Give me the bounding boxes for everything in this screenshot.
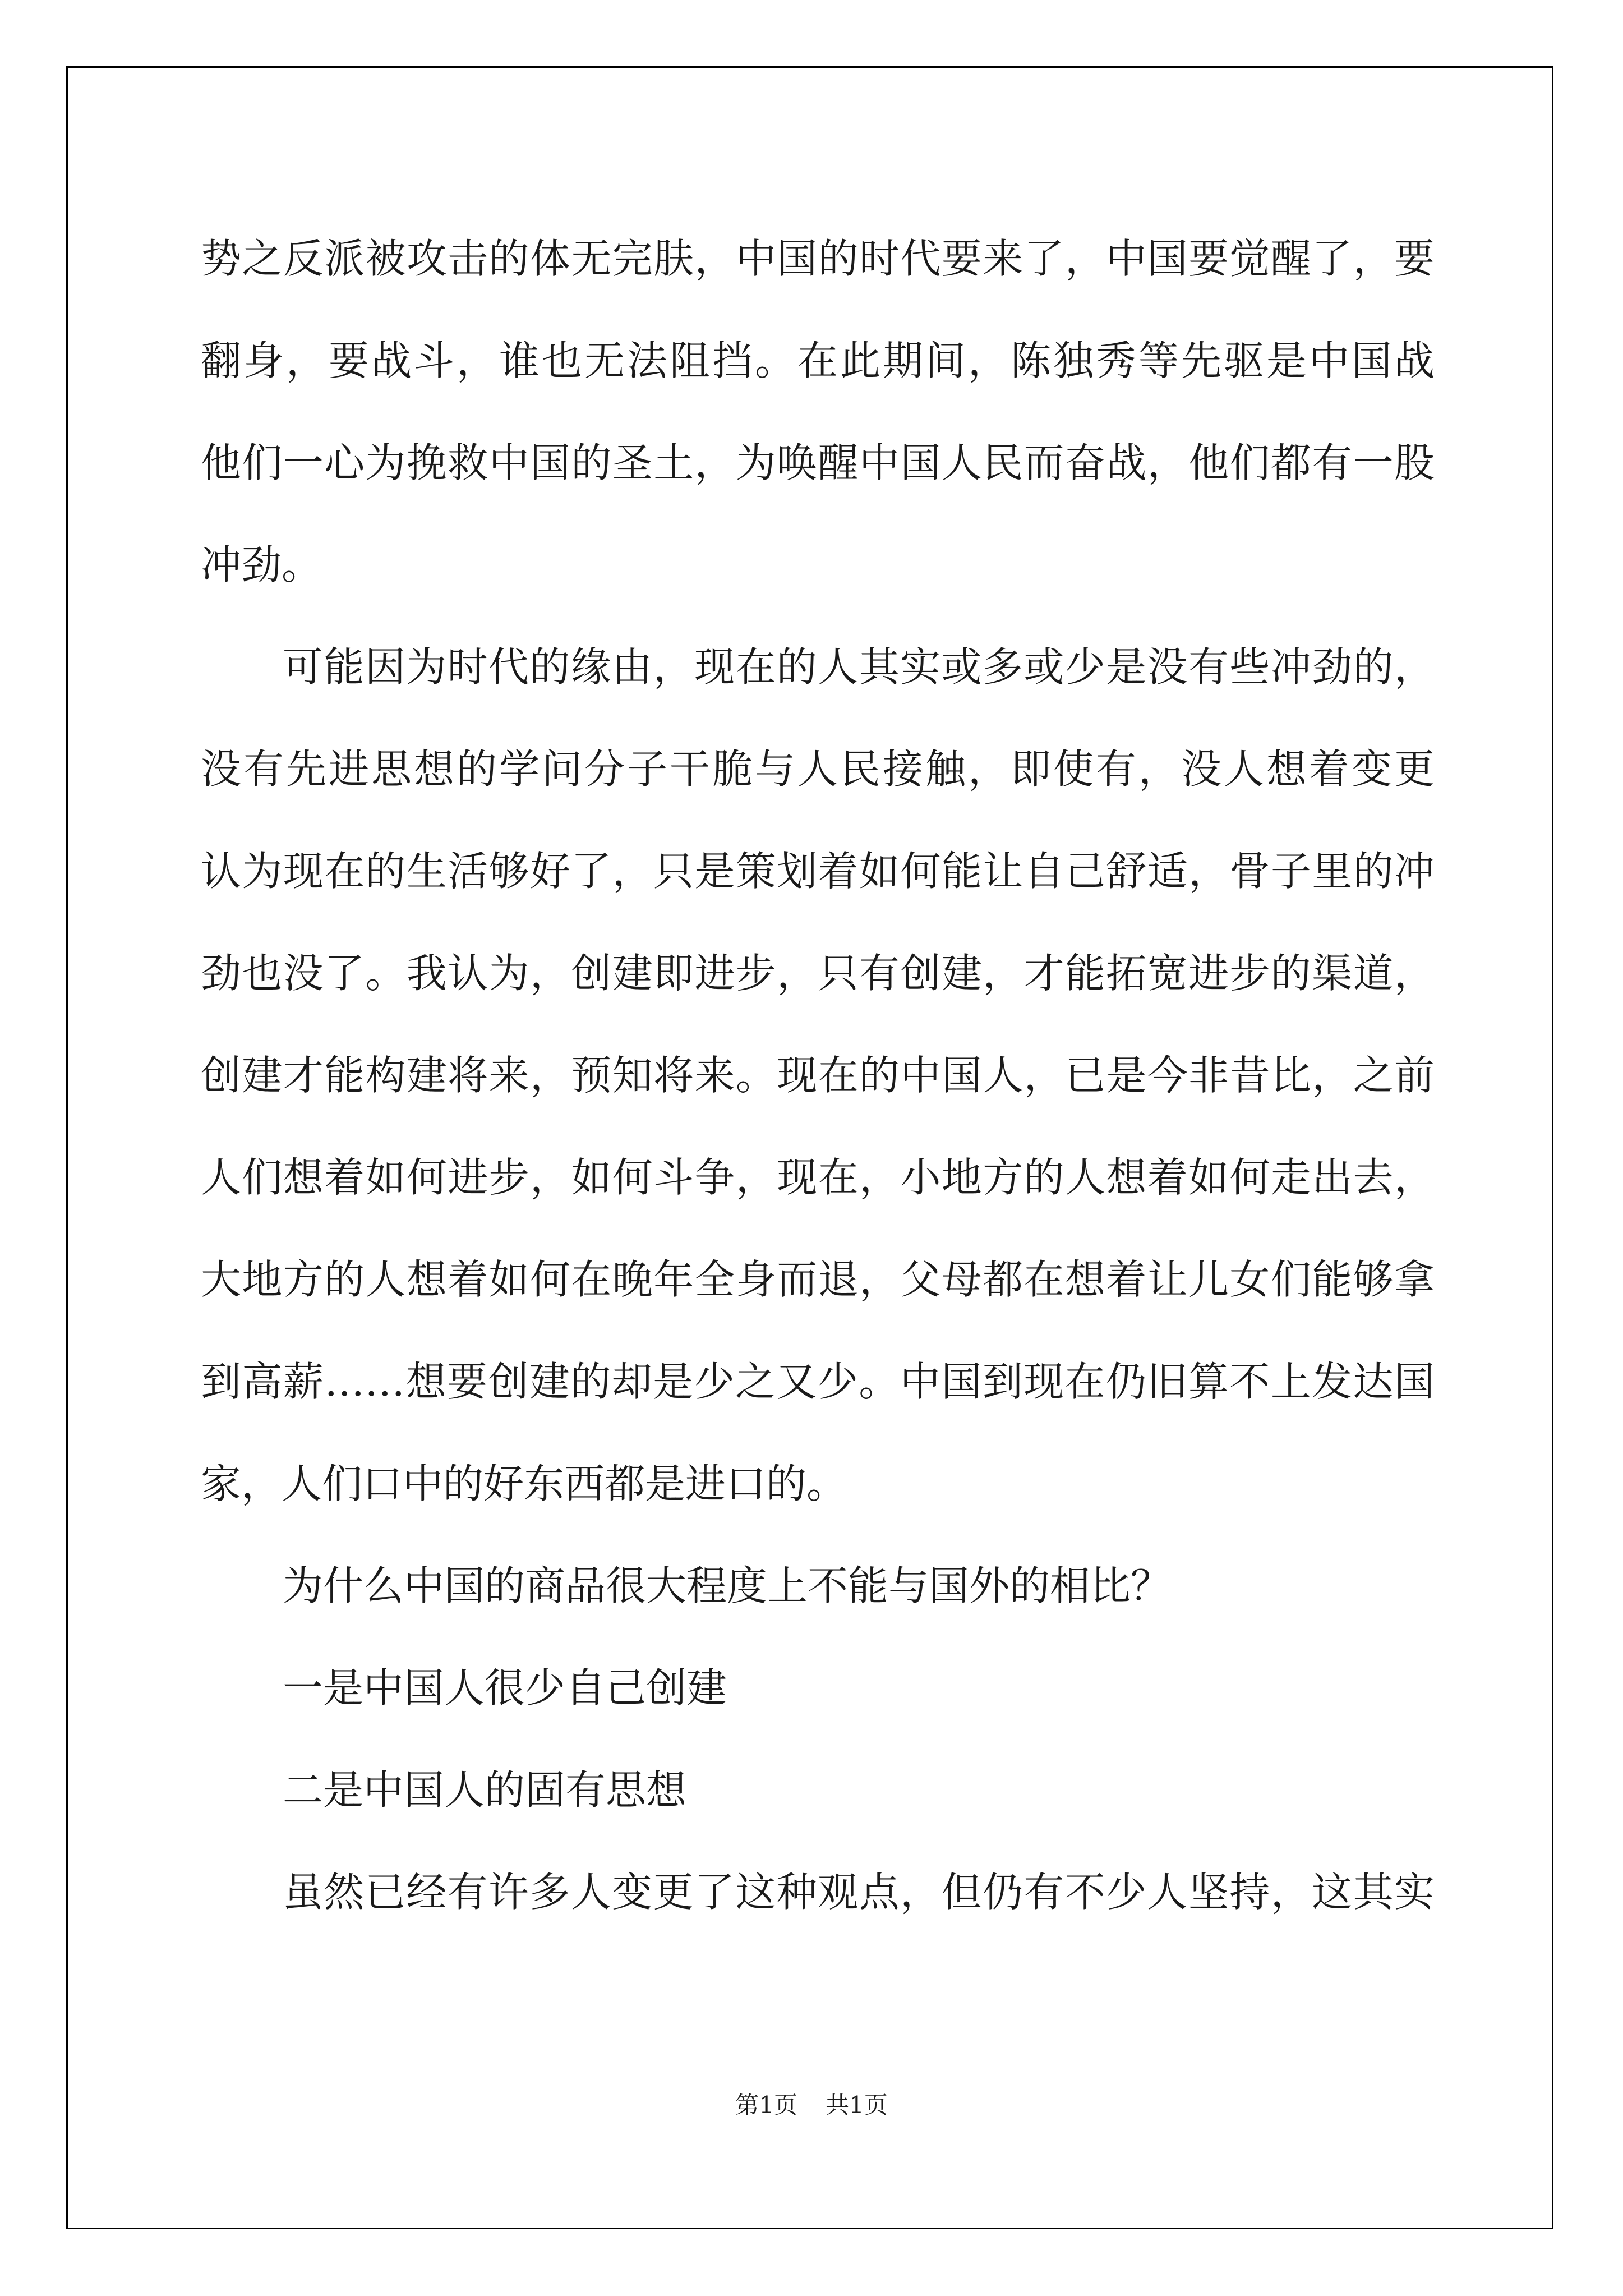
text-line-16: 二是中国人的固有思想: [283, 1766, 687, 1814]
text-line-11: 大地方的人想着如何在晚年全身而退，父母都在想着让儿女们能够拿: [201, 1256, 1435, 1303]
text-line-12: 到高薪……想要创建的却是少之又少。中国到现在仍旧算不上发达国: [201, 1358, 1435, 1405]
text-line-8: 劲也没了。我认为，创建即进步，只有创建，才能拓宽进步的渠道，: [201, 950, 1435, 997]
text-line-1: 势之反派被攻击的体无完肤，中国的时代要来了，中国要觉醒了，要: [201, 235, 1435, 282]
page-total: 共1页: [826, 2091, 888, 2119]
text-line-15: 一是中国人很少自己创建: [283, 1664, 727, 1711]
page-number: 第1页: [735, 2091, 797, 2119]
text-line-5: 可能因为时代的缘由，现在的人其实或多或少是没有些冲劲的，: [283, 643, 1435, 691]
document-body: [201, 208, 1435, 1943]
text-line-2: 翻身，要战斗，谁也无法阻挡。在此期间，陈独秀等先驱是中国战: [201, 337, 1435, 384]
text-line-17: 虽然已经有许多人变更了这种观点，但仍有不少人坚持，这其实: [283, 1869, 1435, 1916]
page-footer: [0, 2087, 1623, 2120]
text-line-6: 没有先进思想的学问分子干脆与人民接触，即使有，没人想着变更: [201, 746, 1435, 793]
text-line-3: 他们一心为挽救中国的圣土，为唤醒中国人民而奋战，他们都有一股: [201, 439, 1435, 486]
text-line-7: 认为现在的生活够好了，只是策划着如何能让自己舒适，骨子里的冲: [201, 848, 1435, 895]
text-line-10: 人们想着如何进步，如何斗争，现在，小地方的人想着如何走出去，: [201, 1154, 1435, 1201]
text-line-13: 家，人们口中的好东西都是进口的。: [201, 1460, 847, 1507]
text-line-4: 冲劲。: [201, 541, 322, 588]
text-line-14: 为什么中国的商品很大程度上不能与国外的相比？: [283, 1562, 1172, 1609]
text-line-9: 创建才能构建将来，预知将来。现在的中国人，已是今非昔比，之前: [201, 1052, 1435, 1099]
